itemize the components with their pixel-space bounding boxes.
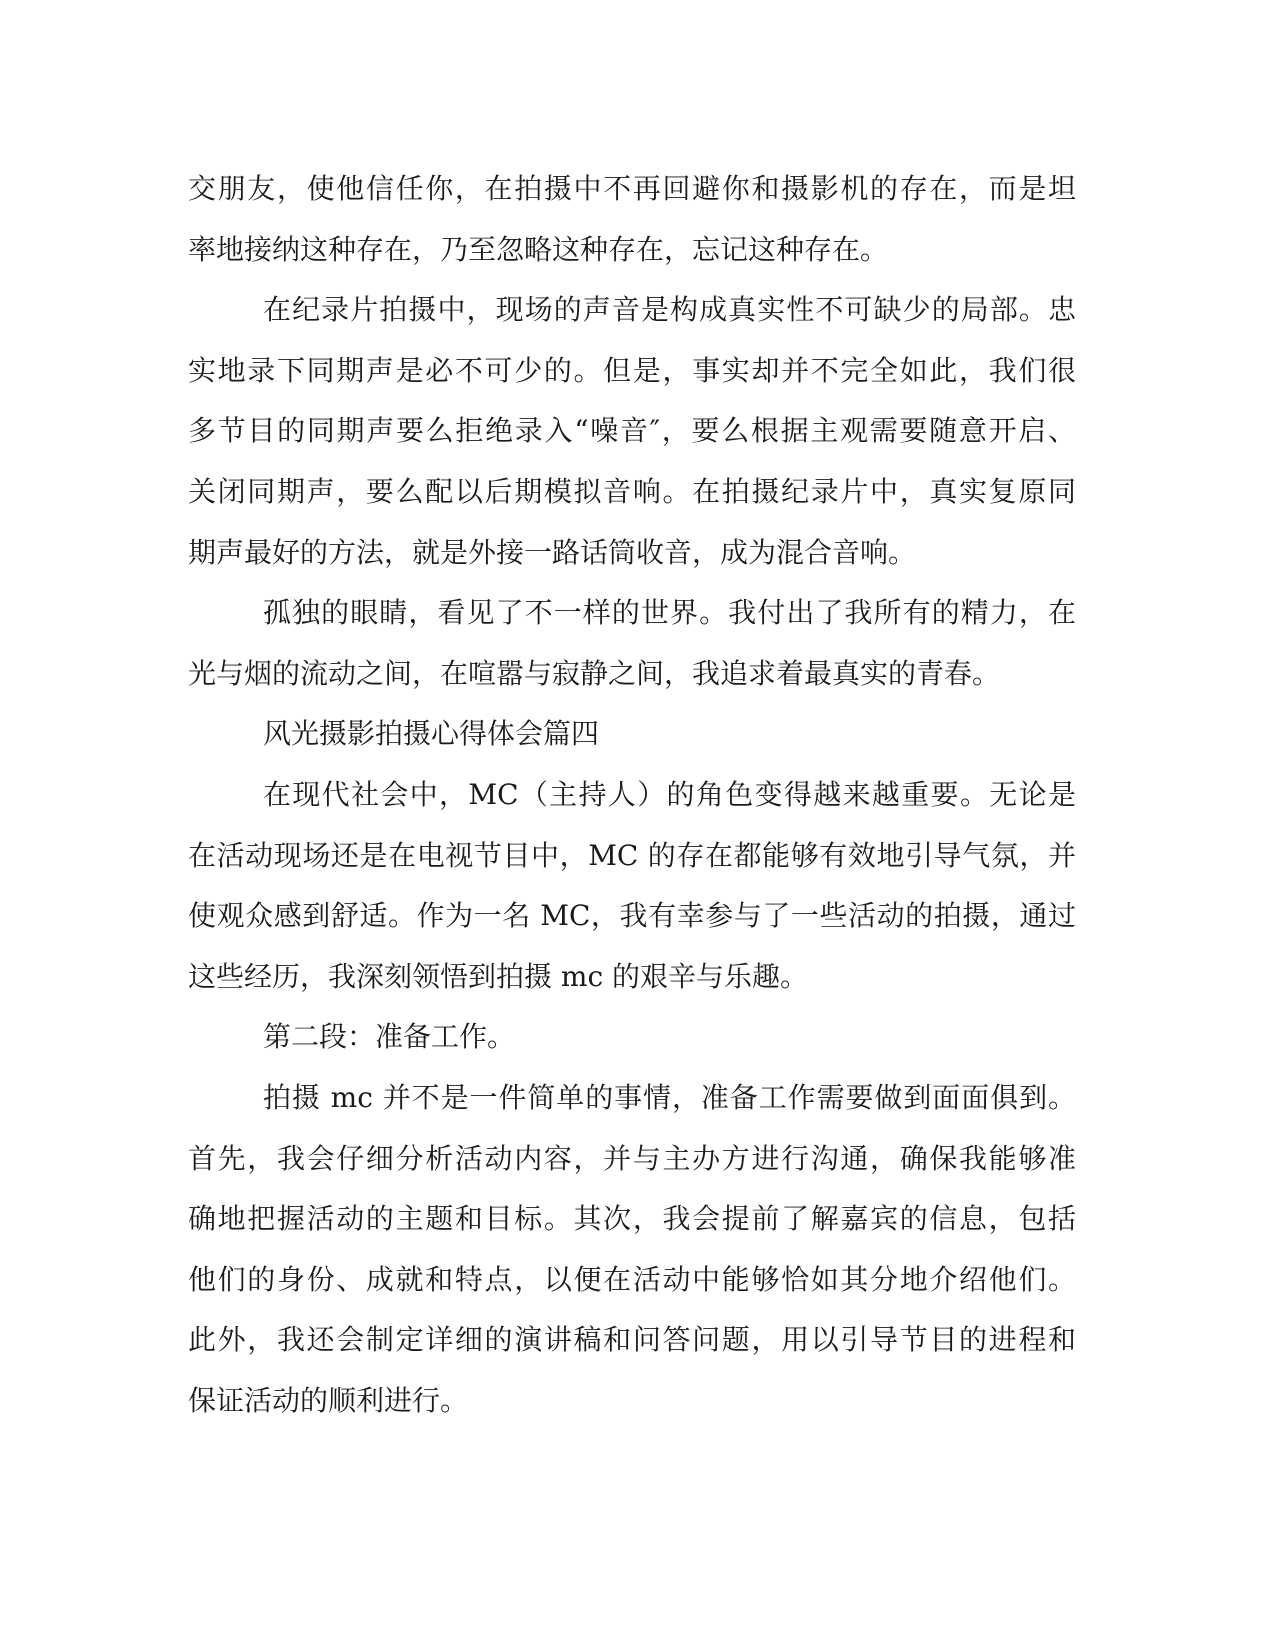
text-line: 此外，我还会制定详细的演讲稿和问答问题，用以引导节目的进程和 xyxy=(188,1323,1076,1357)
text-line: 实地录下同期声是必不可少的。但是，事实却并不完全如此，我们很 xyxy=(188,353,1076,387)
paragraph xyxy=(188,583,1076,704)
text-line: 多节目的同期声要么拒绝录入“噪音″，要么根据主观需要随意开启、 xyxy=(188,414,1076,448)
text-line: 风光摄影拍摄心得体会篇四 xyxy=(263,717,600,751)
section-heading xyxy=(188,704,1076,765)
paragraph xyxy=(188,765,1076,1007)
paragraph xyxy=(188,159,1076,280)
text-line: 拍摄 mc 并不是一件简单的事情，准备工作需要做到面面俱到。 xyxy=(263,1080,1076,1114)
text-line: 在现代社会中，MC（主持人）的角色变得越来越重要。无论是 xyxy=(263,777,1076,811)
text-line: 第二段：准备工作。 xyxy=(263,1020,516,1054)
text-line: 光与烟的流动之间，在喧嚣与寂静之间，我追求着最真实的青春。 xyxy=(188,656,1001,690)
text-line: 交朋友，使他信任你，在拍摄中不再回避你和摄影机的存在，而是坦 xyxy=(188,172,1076,205)
text-line: 关闭同期声，要么配以后期模拟音响。在拍摄纪录片中，真实复原同 xyxy=(188,474,1076,508)
text-line: 保证活动的顺利进行。 xyxy=(188,1383,469,1417)
document-body xyxy=(188,159,1076,1431)
text-line: 这些经历，我深刻领悟到拍摄 mc 的艰辛与乐趣。 xyxy=(188,959,809,993)
text-line: 首先，我会仔细分析活动内容，并与主办方进行沟通，确保我能够准 xyxy=(188,1141,1076,1175)
text-line: 他们的身份、成就和特点，以便在活动中能够恰如其分地介绍他们。 xyxy=(188,1262,1076,1296)
text-line: 在纪录片拍摄中，现场的声音是构成真实性不可缺少的局部。忠 xyxy=(263,293,1076,327)
text-line: 确地把握活动的主题和目标。其次，我会提前了解嘉宾的信息，包括 xyxy=(188,1202,1076,1236)
subheading xyxy=(188,1007,1076,1068)
paragraph xyxy=(188,1068,1076,1432)
text-line: 率地接纳这种存在，乃至忽略这种存在，忘记这种存在。 xyxy=(188,232,889,266)
text-line: 在活动现场还是在电视节目中，MC 的存在都能够有效地引导气氛，并 xyxy=(188,838,1076,872)
paragraph xyxy=(188,280,1076,583)
text-line: 期声最好的方法，就是外接一路话筒收音，成为混合音响。 xyxy=(188,535,917,569)
text-line: 孤独的眼睛，看见了不一样的世界。我付出了我所有的精力，在 xyxy=(263,596,1076,630)
text-line: 使观众感到舒适。作为一名 MC，我有幸参与了一些活动的拍摄，通过 xyxy=(188,899,1076,933)
